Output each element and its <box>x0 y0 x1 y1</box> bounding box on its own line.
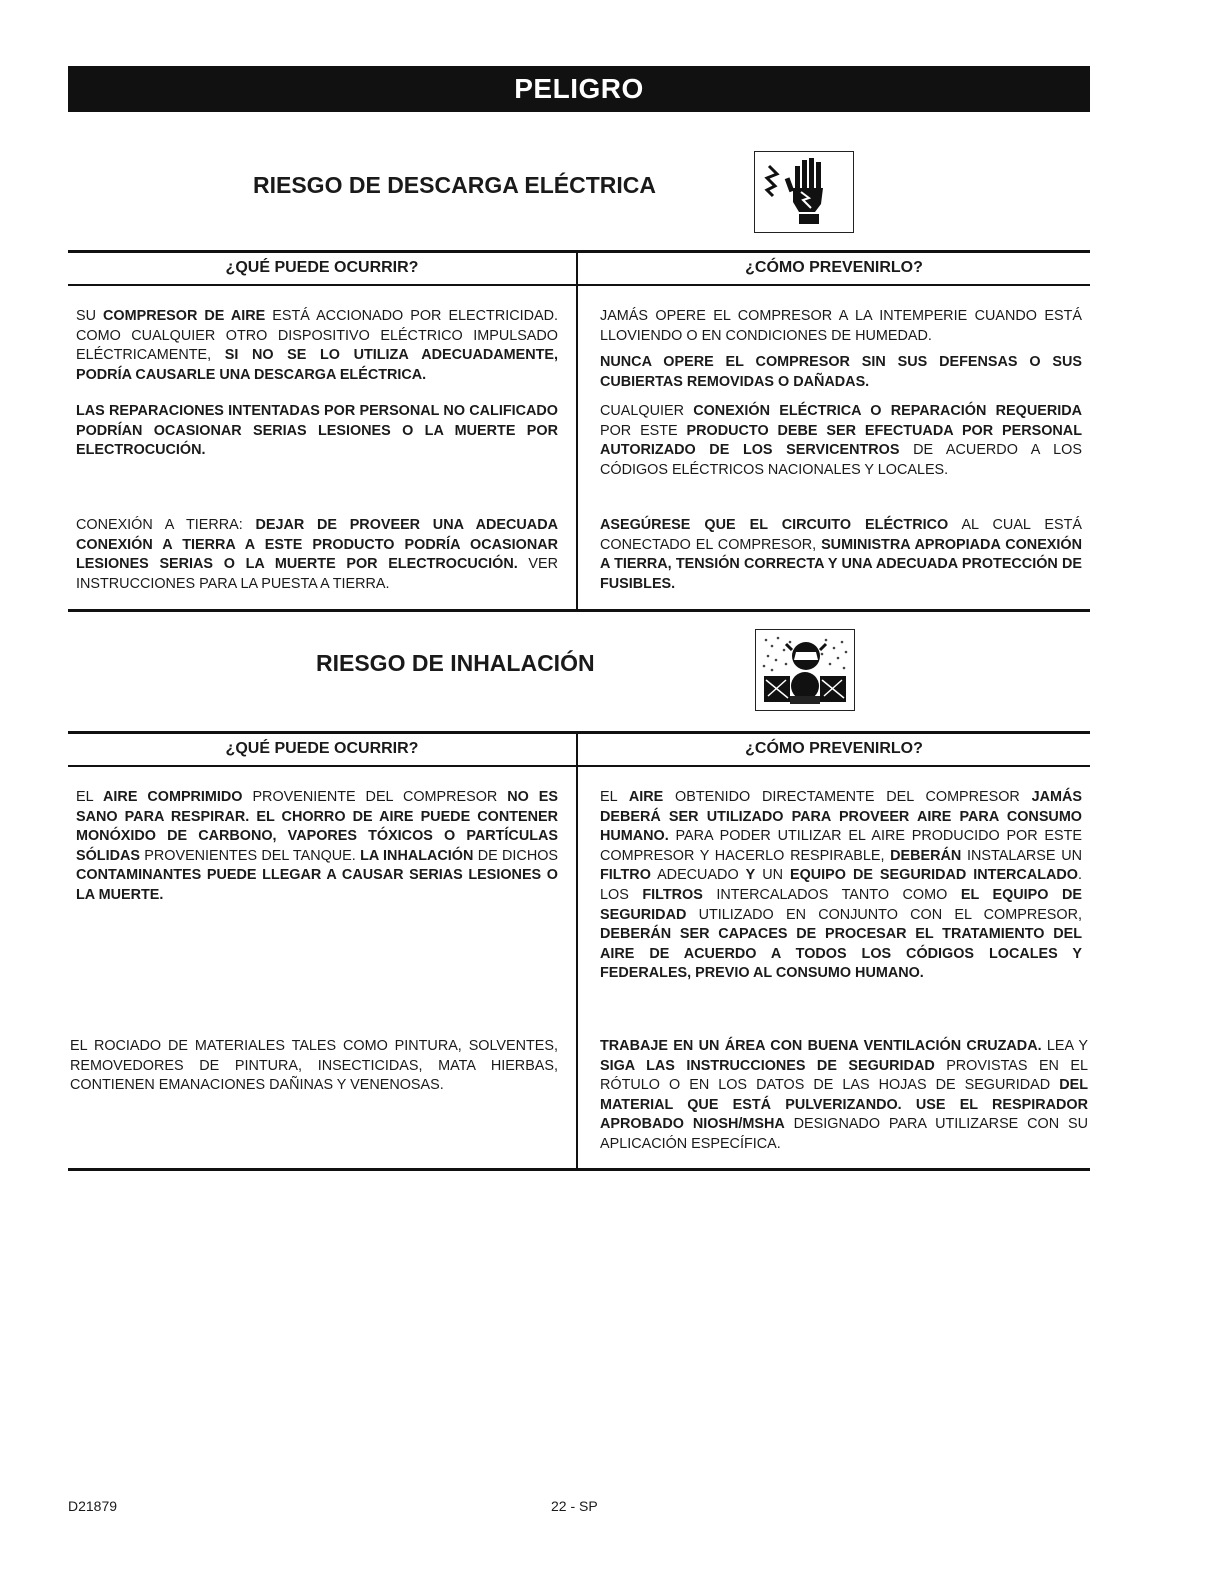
column-header-what-can-happen: ¿QUÉ PUEDE OCURRIR? <box>225 259 419 276</box>
document-code: D21879 <box>68 1498 118 1514</box>
risk-paragraph: SU COMPRESOR DE AIRE ESTÁ ACCIONADO POR ELECTRICIDAD. COMO CUALQUIER OTRO DISPOSITIVO ELÉCTRICO IMPULSADO ELÉCTRICAMENTE, SI NO SE LO UTILIZA ADECUADAMENTE, PODRÍA CAUSARLE UNA DESCARGA ELÉCTRICA. <box>76 308 558 383</box>
prevention-paragraph: TRABAJE EN UN ÁREA CON BUENA VENTILACIÓN CRUZADA. LEA Y SIGA LAS INSTRUCCIONES DE SEGURIDAD PROVISTAS EN EL RÓTULO O EN LOS DATOS DE LAS HOJAS DE SEGURIDAD DEL MATERIAL QUE ESTÁ PULVERIZANDO. USE EL RESPIRADOR APROBADO NIOSH/MSHA DESIGNADO PARA UTILIZARSE CON SU APLICACIÓN ESPECÍFICA. <box>600 1038 1088 1152</box>
danger-banner: PELIGRO <box>68 66 1090 112</box>
risk-paragraph: LAS REPARACIONES INTENTADAS POR PERSONAL NO CALIFICADO PODRÍAN OCASIONAR SERIAS LESIONES O LA MUERTE POR ELECTROCUCIÓN. <box>76 403 558 459</box>
risk-paragraph: EL AIRE COMPRIMIDO PROVENIENTE DEL COMPRESOR NO ES SANO PARA RESPIRAR. EL CHORRO DE AIRE PUEDE CONTENER MONÓXIDO DE CARBONO, VAPORES TÓXICOS O PARTÍCULAS SÓLIDAS PROVENIENTES DEL TANQUE. LA INHALACIÓN DE DICHOS CONTAMINANTES PUEDE LLEGAR A CAUSAR SERIAS LESIONES O LA MUERTE. <box>76 789 558 903</box>
inhalation-hazard-icon <box>755 629 855 711</box>
section-title-electric-shock: RIESGO DE DESCARGA ELÉCTRICA <box>253 172 656 198</box>
column-header-how-to-prevent: ¿CÓMO PREVENIRLO? <box>745 259 923 276</box>
column-header-what-can-happen: ¿QUÉ PUEDE OCURRIR? <box>225 740 419 757</box>
risk-paragraph: EL ROCIADO DE MATERIALES TALES COMO PINTURA, SOLVENTES, REMOVEDORES DE PINTURA, INSECTICIDAS, MATA HIERBAS, CONTIENEN EMANACIONES DAÑINAS Y VENENOSAS. <box>70 1038 558 1094</box>
electric-shock-table <box>68 250 1090 612</box>
prevention-paragraph: NUNCA OPERE EL COMPRESOR SIN SUS DEFENSAS O SUS CUBIERTAS REMOVIDAS O DAÑADAS. <box>600 354 1082 390</box>
inhalation-table <box>68 731 1090 1171</box>
section-title-inhalation: RIESGO DE INHALACIÓN <box>316 650 595 676</box>
prevention-paragraph: EL AIRE OBTENIDO DIRECTAMENTE DEL COMPRESOR JAMÁS DEBERÁ SER UTILIZADO PARA PROVEER AIRE PARA CONSUMO HUMANO. PARA PODER UTILIZAR EL AIRE PRODUCIDO POR ESTE COMPRESOR Y HACERLO RESPIRABLE, DEBERÁN INSTALARSE UN FILTRO ADECUADO Y UN EQUIPO DE SEGURIDAD INTERCALADO. LOS FILTROS INTERCALADOS TANTO COMO EL EQUIPO DE SEGURIDAD UTILIZADO EN CONJUNTO CON EL COMPRESOR, DEBERÁN SER CAPACES DE PROCESAR EL TRATAMIENTO DEL AIRE DE ACUERDO A TODOS LOS CÓDIGOS LOCALES Y FEDERALES, PREVIO AL CONSUMO HUMANO. <box>600 789 1082 982</box>
prevention-paragraph: JAMÁS OPERE EL COMPRESOR A LA INTEMPERIE CUANDO ESTÁ LLOVIENDO O EN CONDICIONES DE HUMEDAD. <box>600 308 1082 344</box>
electric-shock-hand-icon <box>754 151 854 233</box>
prevention-paragraph: ASEGÚRESE QUE EL CIRCUITO ELÉCTRICO AL CUAL ESTÁ CONECTADO EL COMPRESOR, SUMINISTRA APROPIADA CONEXIÓN A TIERRA, TENSIÓN CORRECTA Y UNA ADECUADA PROTECCIÓN DE FUSIBLES. <box>600 517 1082 592</box>
risk-paragraph: CONEXIÓN A TIERRA: DEJAR DE PROVEER UNA ADECUADA CONEXIÓN A TIERRA A ESTE PRODUCTO PODRÍA OCASIONAR LESIONES SERIAS O LA MUERTE POR ELECTROCUCIÓN. VER INSTRUCCIONES PARA LA PUESTA A TIERRA. <box>76 517 559 592</box>
column-header-how-to-prevent: ¿CÓMO PREVENIRLO? <box>745 740 923 757</box>
prevention-paragraph: CUALQUIER CONEXIÓN ELÉCTRICA O REPARACIÓN REQUERIDA POR ESTE PRODUCTO DEBE SER EFECTUADA POR PERSONAL AUTORIZADO DE LOS SERVICENTROS DE ACUERDO A LOS CÓDIGOS ELÉCTRICOS NACIONALES Y LOCALES. <box>600 403 1082 478</box>
page-number: 22 - SP <box>551 1498 598 1514</box>
